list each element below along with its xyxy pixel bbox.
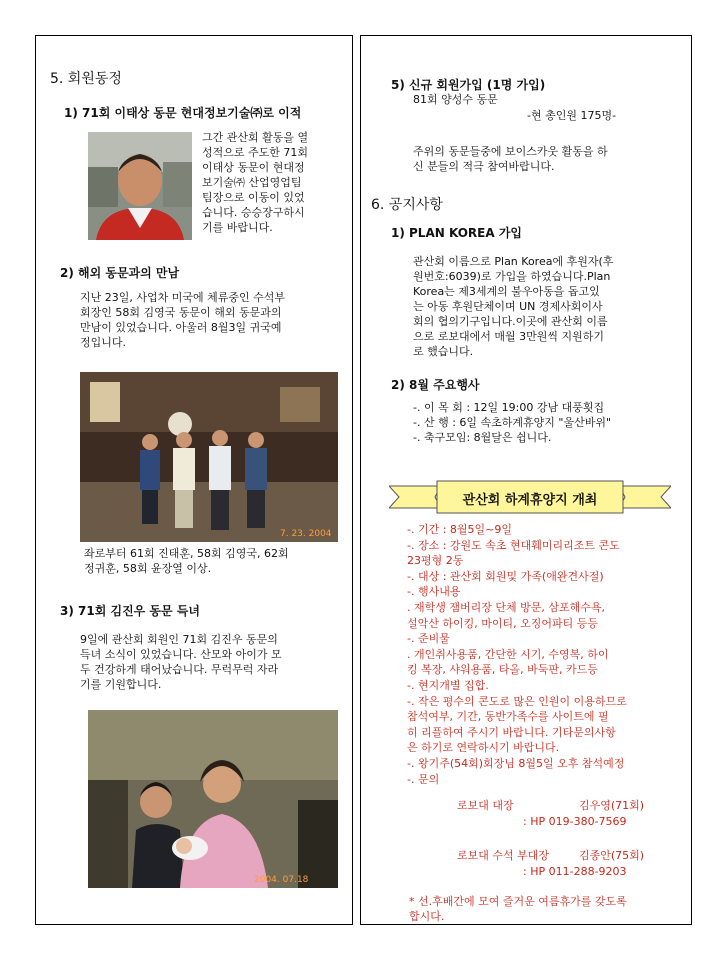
left-column — [35, 35, 353, 925]
photo-family-newborn — [88, 710, 338, 888]
notice1-title: 1) PLAN KOREA 가입 — [391, 226, 523, 240]
contact2-role: 로보대 수석 부대장 — [457, 849, 550, 862]
item5-line2: -현 총인원 175명- — [527, 109, 617, 122]
item1-title: 1) 71회 이태상 동문 현대정보기술㈜로 이적 — [64, 106, 302, 120]
event-banner — [389, 480, 671, 514]
item1-body: 그간 관산회 활동을 열 성적으로 주도한 71회 이태상 동문이 현대정 보기술㈜ 산업영업팀 팀장으로 이동이 있었 습니다. 승승장구하시 기를 바랍니다. — [202, 131, 309, 234]
contact1-phone: : HP 019-380-7569 — [523, 815, 627, 828]
photo-date-stamp-2: 2004. 07.18 — [254, 875, 309, 885]
notice1-body: 관산회 이름으로 Plan Korea에 후원자(후 원번호:6039)로 가입을 하였습니다.Plan Korea는 제3세계의 불우아동을 돕고있 는 아동 후원단체이며 UN 경제사회이사 회의 협의기구입니다.이곳에 관산회 이름 으로 로보대에서 매월 3만원씩 지원하기 로 했습니다. — [413, 255, 614, 358]
item5-body: 주위의 동문들중에 보이스카웃 활동을 하 신 분들의 적극 참여바랍니다. — [413, 145, 608, 173]
photo-portrait — [88, 132, 192, 240]
right-column — [360, 35, 692, 925]
section-title-member-news: 5. 회원동정 — [50, 71, 122, 87]
contact2-name: 김종안(75회) — [579, 849, 645, 862]
contact1-role: 로보대 대장 — [457, 799, 514, 812]
event-details: -. 기간 : 8월5일~9일 -. 장소 : 강원도 속초 현대훼미리리조트 콘도 23평형 2동 -. 대상 : 관산회 회원및 가족(애완견사절) -. 행사내용 . 재학생 잼버리장 단체 방문, 삼포해수욕, 설악산 하이킹, 마이티, 오징어파티 등등 -. 준비물 . 개인취사용품, 간단한 시기, 수영복, 하이 킹 복장, 샤워용품, 타올, 바둑판, 카드등 -. 현지개별 집합. -. 작은 평수의 콘도로 많은 인원이 이용하므로 참석여부, 기간, 동반가족수를 사이트에 필 히 리플하여 주시기 바랍니다. 기타문의사항 은 하기로 연락하시기 바랍니다. -. 왕기주(54회)회장님 8월5일 오후 참석예정 -. 문의 — [407, 523, 627, 786]
item5-title: 5) 신규 회원가입 (1명 가입) — [391, 78, 546, 92]
item2-caption: 좌로부터 61회 진태훈, 58회 김영국, 62회 정귀훈, 58회 윤장열 이상. — [84, 547, 289, 575]
photo-group-meeting — [80, 372, 338, 542]
item3-title: 3) 71회 김진우 동문 득녀 — [60, 604, 200, 618]
contact1-name: 김우영(71회) — [579, 799, 645, 812]
item2-body: 지난 23일, 사업차 미국에 체류중인 수석부 회장인 58회 김영국 동문이 해외 동문과의 만남이 있었습니다. 아울러 8월3일 귀국예 정입니다. — [80, 291, 285, 349]
item2-title: 2) 해외 동문과의 만남 — [60, 266, 180, 280]
notice2-body: -. 이 목 회 : 12일 19:00 강남 대풍횟집 -. 산 행 : 6일 속초하계휴양지 "울산바위" -. 축구모임: 8월달은 쉽니다. — [413, 401, 612, 444]
event-footnote: * 선.후배간에 모여 즐거운 여름휴가를 갖도록 합시다. — [409, 895, 627, 923]
notice2-title: 2) 8월 주요행사 — [391, 378, 480, 392]
section-title-notices: 6. 공지사항 — [371, 197, 443, 213]
contact2-phone: : HP 011-288-9203 — [523, 865, 627, 878]
event-banner-title: 관산회 하계휴양지 개최 — [462, 493, 598, 508]
item5-line1: 81회 양성수 동문 — [413, 93, 498, 106]
item3-body: 9일에 관산회 회원인 71회 김진우 동문의 득녀 소식이 있었습니다. 산모와 아이가 모 두 건강하게 태어났습니다. 무럭무럭 자라 기를 기원합니다. — [80, 633, 282, 691]
photo-date-stamp-1: 7. 23. 2004 — [280, 529, 332, 539]
